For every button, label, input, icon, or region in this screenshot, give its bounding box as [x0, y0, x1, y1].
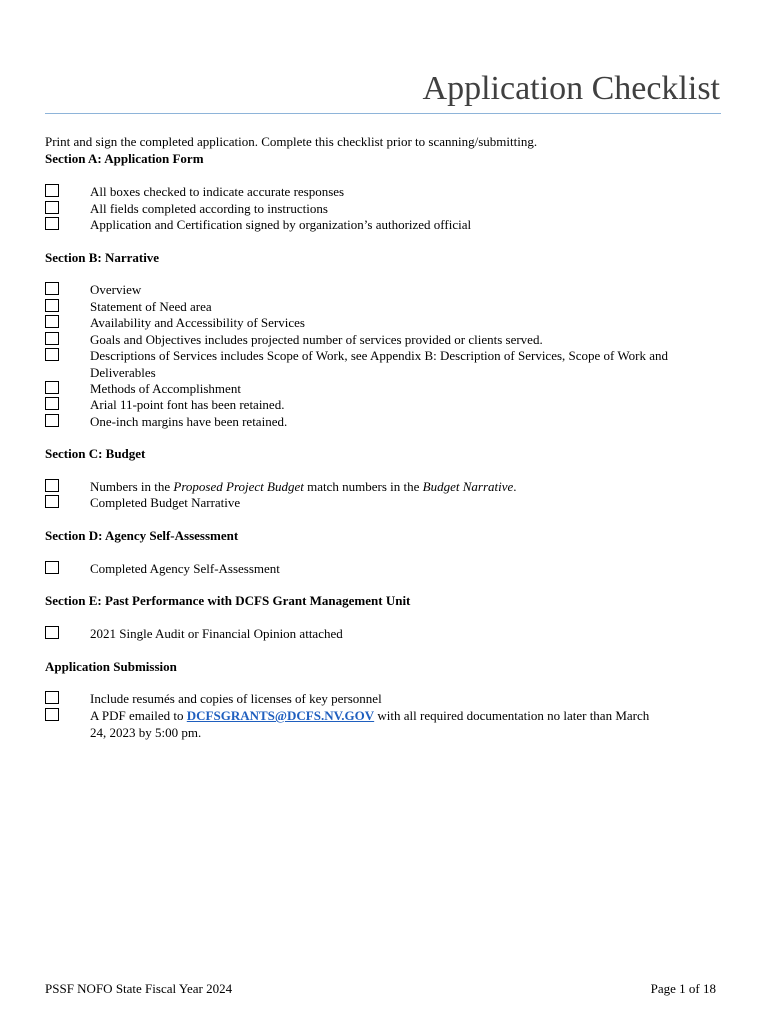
budget-doc-name: Budget Narrative: [422, 479, 514, 494]
checkbox[interactable]: [45, 479, 59, 492]
section-c-heading: Section C: Budget: [45, 446, 146, 461]
checklist-item-label: Statement of Need area: [90, 299, 212, 314]
text-run: .: [513, 479, 517, 494]
text-run: match numbers in the: [303, 479, 423, 494]
checklist-item: [45, 348, 725, 381]
text-run: A PDF emailed to: [90, 708, 187, 723]
checklist-item: [45, 397, 725, 414]
submission-heading: Application Submission: [45, 659, 177, 674]
checkbox[interactable]: [45, 217, 59, 230]
checklist-item-label: Overview: [90, 282, 142, 297]
checklist-item-label: [90, 708, 665, 741]
checklist-item: [45, 315, 725, 332]
checklist-item-label: Goals and Objectives includes projected number of services provided or clients served.: [90, 332, 543, 347]
checklist-item-label: Completed Budget Narrative: [90, 495, 241, 510]
checklist-item: [45, 332, 725, 349]
checkbox[interactable]: [45, 282, 59, 295]
checkbox[interactable]: [45, 626, 59, 639]
page-number: Page 1 of 18: [650, 981, 716, 996]
text-run: Numbers in the: [90, 479, 174, 494]
checkbox[interactable]: [45, 397, 59, 410]
checklist-item-label: All fields completed according to instructions: [90, 201, 328, 216]
checkbox[interactable]: [45, 348, 59, 361]
checkbox[interactable]: [45, 561, 59, 574]
checklist-item: [45, 299, 725, 316]
budget-doc-name: Proposed Project Budget: [173, 479, 304, 494]
text-run: with all required documentation no later than March 24, 2023 by 5:00 pm.: [90, 708, 650, 740]
checkbox[interactable]: [45, 495, 59, 508]
checklist-item-label: 2021 Single Audit or Financial Opinion attached: [90, 626, 343, 641]
checklist-item: [45, 691, 725, 708]
checkbox[interactable]: [45, 414, 59, 427]
checklist-item: [45, 217, 725, 234]
checklist-item-label: All boxes checked to indicate accurate responses: [90, 184, 345, 199]
checkbox[interactable]: [45, 708, 59, 721]
checklist-item-label: [90, 479, 725, 496]
checklist-item-label: Availability and Accessibility of Services: [90, 315, 305, 330]
checklist-item: [45, 561, 725, 578]
email-link[interactable]: DCFSGRANTS@DCFS.NV.GOV: [186, 708, 375, 723]
checkbox[interactable]: [45, 691, 59, 704]
checklist-item: [45, 184, 725, 201]
checkbox[interactable]: [45, 381, 59, 394]
checklist-item-label: Include resumés and copies of licenses of key personnel: [90, 691, 382, 706]
checklist-item-label: Application and Certification signed by organization’s authorized official: [90, 217, 472, 232]
section-a-heading: Section A: Application Form: [45, 151, 204, 166]
checklist-item: [45, 708, 665, 741]
title-divider: [45, 113, 721, 114]
checklist-item: [45, 282, 725, 299]
checklist-item-label: Completed Agency Self-Assessment: [90, 561, 280, 576]
page-title: Application Checklist: [422, 70, 720, 107]
checklist-item: [45, 381, 725, 398]
checkbox[interactable]: [45, 315, 59, 328]
section-d-heading: Section D: Agency Self-Assessment: [45, 528, 239, 543]
section-e-heading: Section E: Past Performance with DCFS Grant Management Unit: [45, 593, 411, 608]
checklist-item-label: Descriptions of Services includes Scope of Work, see Appendix B: Description of Services, Scope of Work and Deliverables: [90, 348, 668, 380]
checklist-item-label: Methods of Accomplishment: [90, 381, 241, 396]
footer-left-text: PSSF NOFO State Fiscal Year 2024: [45, 981, 233, 996]
checklist-item-label: One-inch margins have been retained.: [90, 414, 288, 429]
checklist-item-label: Arial 11-point font has been retained.: [90, 397, 285, 412]
section-b-heading: Section B: Narrative: [45, 250, 160, 265]
checklist-item: [45, 201, 725, 218]
checkbox[interactable]: [45, 299, 59, 312]
checklist-item: [45, 495, 725, 512]
checklist-item: [45, 626, 725, 643]
checklist-item: [45, 479, 725, 496]
checkbox[interactable]: [45, 184, 59, 197]
checkbox[interactable]: [45, 332, 59, 345]
checklist-item: [45, 414, 725, 431]
intro-text: Print and sign the completed application. Complete this checklist prior to scanning/submitting.: [45, 134, 538, 149]
checkbox[interactable]: [45, 201, 59, 214]
